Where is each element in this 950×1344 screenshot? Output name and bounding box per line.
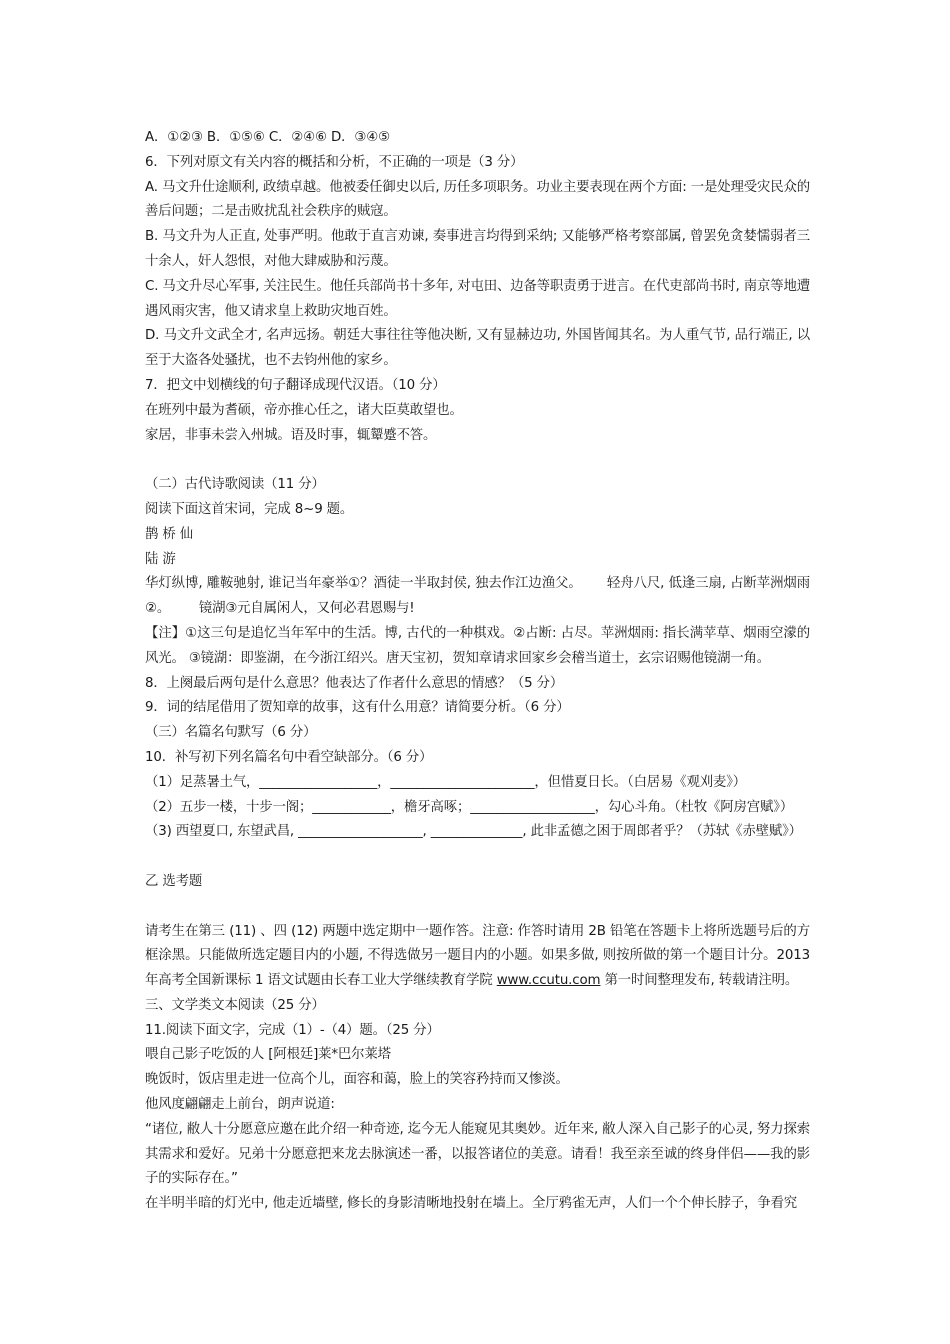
q10-line-1: （1）足蒸暑土气，__________________，______________________，但惜夏日长。（白居易《观刈麦》）: [145, 774, 747, 790]
literary-section-heading: 三、文学类文本阅读（25 分）: [145, 997, 325, 1013]
poem-note: 【注】①这三句是追忆当年军中的生活。博, 古代的一种棋戏。②占断: 占尽。苹洲烟雨: 指长满苹草、烟雨空濛的风光。 ③镜湖：即鉴湖，在今浙江绍兴。唐天宝初，贺知章请求回家乡会稽当道士，玄宗诏赐他镜湖一角。: [145, 625, 810, 666]
q6-option-c: C. 马文升尽心军事, 关注民生。他任兵部尚书十多年, 对屯田、边备等职责勇于进言。在代吏部尚书时, 南京等地遭遇风雨灾害，他又请求皇上救助灾地百姓。: [145, 278, 810, 319]
q5-options: A．①②③ B．①⑤⑥ C．②④⑥ D．③④⑤: [145, 130, 390, 145]
story-title: 喂自己影子吃饭的人 [阿根廷]莱*巴尔莱塔: [145, 1047, 391, 1063]
q6-title: 6．下列对原文有关内容的概括和分析，不正确的一项是（3 分）: [145, 154, 524, 170]
story-paragraph-2: 他风度翩翩走上前台，朗声说道:: [145, 1097, 335, 1113]
q6-option-a: A. 马文升仕途顺利, 政绩卓越。他被委任御史以后, 历任多项职务。功业主要表现在两个方面: 一是处理受灾民众的善后问题；二是击败扰乱社会秩序的贼寇。: [145, 179, 810, 220]
dictation-section-heading: （三）名篇名句默写（6 分）: [145, 725, 317, 741]
poem-author: 陆 游: [145, 551, 176, 567]
spacer: [145, 895, 810, 920]
q7-sentence-1: 在班列中最为耆硕，帝亦推心任之，诸大臣莫敢望也。: [145, 402, 463, 418]
poetry-intro: 阅读下面这首宋词，完成 8~9 题。: [145, 501, 354, 517]
q11-title: 11.阅读下面文字，完成（1）-（4）题。（25 分）: [145, 1022, 440, 1038]
document-page: [145, 126, 815, 1217]
poem-text: 华灯纵博, 雕鞍驰射, 谁记当年豪举①？酒徒一半取封侯, 独去作江边渔父。 轻舟八尺, 低逢三扇, 占断苹洲烟雨②。 镜湖③元自属闲人，又何必君恩赐与!: [145, 576, 810, 617]
q7-sentence-2: 家居，非事未尝入州城。语及时事，辄颦蹙不答。: [145, 427, 437, 443]
q10-line-2: （2）五步一楼，十步一阁；____________，檐牙高啄；___________________，勾心斗角。（杜牧《阿房宫赋》）: [145, 799, 794, 815]
q6-option-b: B. 马文升为人正直, 处事严明。他敢于直言劝谏, 奏事进言均得到采纳; 又能够严格考察部属, 曾罢免贪婪懦弱者三十余人，奸人怨恨，对他大肆威胁和污蔑。: [145, 229, 810, 269]
elective-instructions: [145, 920, 815, 994]
story-paragraph-1: 晚饭时，饭店里走进一位高个儿，面容和蔼，脸上的笑容矜持而又惨淡。: [145, 1072, 569, 1088]
q10-line-3: （3) 西望夏口, 东望武昌, ___________________, ______________, 此非孟德之困于周郎者乎？（苏轼《赤壁赋》）: [145, 824, 802, 840]
q8: 8．上阕最后两句是什么意思？他表达了作者什么意思的情感？（5 分）: [145, 675, 564, 691]
spacer: [145, 448, 810, 473]
poem-title: 鹊 桥 仙: [145, 526, 193, 542]
spacer: [145, 845, 810, 870]
poetry-section-heading: （二）古代诗歌阅读（11 分）: [145, 477, 325, 493]
elective-instructions-tail: 第一时间整理发布, 转载请注明。: [600, 973, 799, 989]
story-paragraph-3: “诸位, 敝人十分愿意应邀在此介绍一种奇迹, 迄今无人能窥见其奥妙。近年来, 敝人深入自己影子的心灵, 努力探索其需求和爱好。兄弟十分愿意把来龙去脉演述一番，以报答诸位的美意。请看！我至亲至诚的终身伴侣——我的影子的实际存在。”: [145, 1121, 810, 1187]
elective-instructions-text: 请考生在第三 (11) 、四 (12) 两题中选定期中一题作答。注意: 作答时请用 2B 铅笔在答题卡上将所选题号后的方框涂黑。只能做所选定题目内的小题, 不得选做另一题目内的小题。如果多做, 则按所做的第一个题目计分。2013 年高考全国新课标 1 语文试题由长春工业大学继续教育学院: [145, 923, 815, 989]
q10-title: 10．补写初下列名篇名句中看空缺部分。（6 分）: [145, 749, 433, 765]
q7-title: 7．把文中划横线的句子翻译成现代汉语。（10 分）: [145, 377, 446, 393]
q6-option-d: D. 马文升文武全才, 名声远扬。朝廷大事往往等他决断, 又有显赫边功, 外国皆闻其名。为人重气节, 品行端正, 以至于大盗各处骚扰，也不去钧州他的家乡。: [145, 328, 810, 369]
website-link[interactable]: www.ccutu.com: [496, 973, 601, 989]
story-paragraph-4: 在半明半暗的灯光中, 他走近墙壁, 修长的身影清晰地投射在墙上。全厅鸦雀无声，人们一个个伸长脖子，争看究: [145, 1196, 797, 1212]
q9: 9．词的结尾借用了贺知章的故事，这有什么用意？请简要分析。（6 分）: [145, 700, 570, 716]
elective-heading: 乙 选考题: [145, 873, 203, 889]
